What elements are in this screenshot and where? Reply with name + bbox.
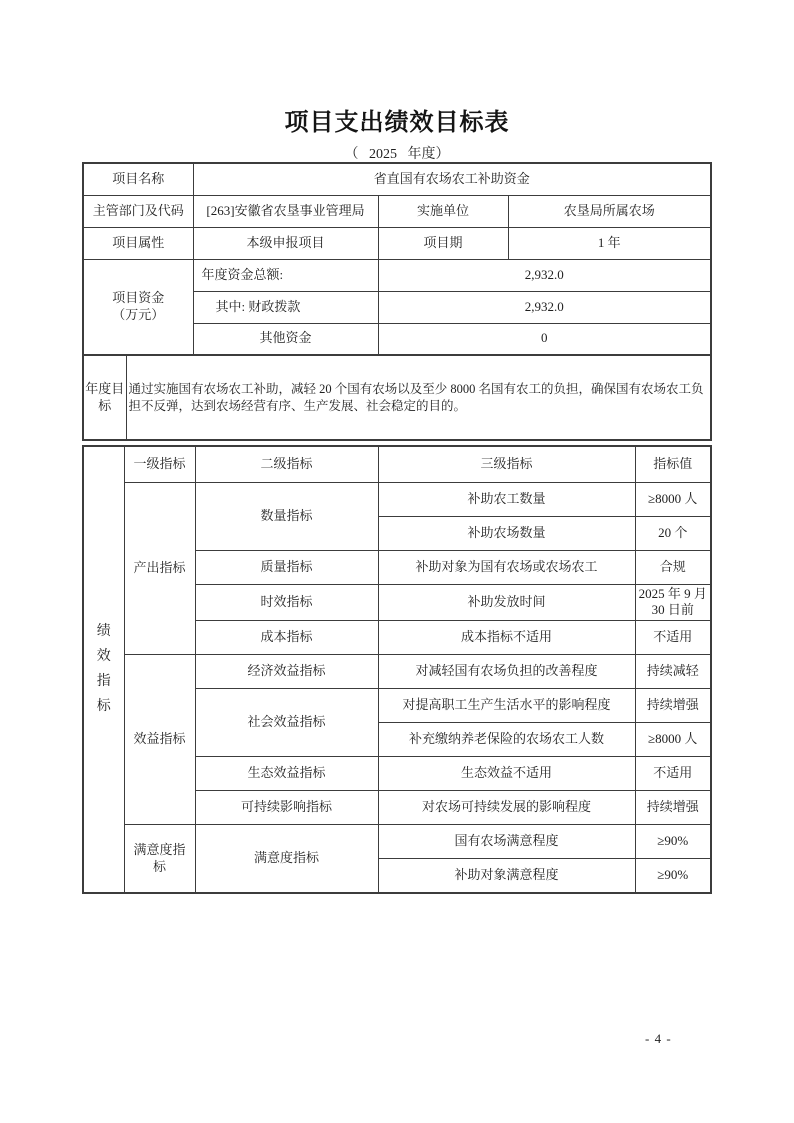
l3-cell: 国有农场满意程度 <box>378 825 635 859</box>
l3-cell: 补助农工数量 <box>378 482 635 516</box>
indicators-header-row <box>83 446 711 482</box>
l3-cell: 补助对象为国有农场或农场农工 <box>378 550 635 584</box>
attr-value-cell: 本级申报项目 <box>193 227 378 259</box>
value-cell: ≥90% <box>635 825 711 859</box>
row-funds-total <box>83 259 711 291</box>
impl-unit-label-cell: 实施单位 <box>378 195 508 227</box>
project-name-label-cell: 项目名称 <box>83 163 193 195</box>
side-label-cell <box>83 446 124 893</box>
header-value-cell: 指标值 <box>635 446 711 482</box>
level2-quantity-cell: 数量指标 <box>195 482 378 550</box>
page-subtitle: （ 2025 年度） <box>344 147 450 162</box>
value-cell: 合规 <box>635 550 711 584</box>
level1-benefit-cell: 效益指标 <box>124 655 195 825</box>
annual-goal-table <box>82 354 712 441</box>
project-name-value-cell: 省直国有农场农工补助资金 <box>193 163 711 195</box>
l3-cell: 补助对象满意程度 <box>378 859 635 893</box>
funds-fiscal-label-cell: 其中: 财政拨款 <box>193 291 378 323</box>
page-number: - 4 - <box>645 1031 672 1046</box>
basic-info-table <box>82 162 712 356</box>
l3-cell: 补助农场数量 <box>378 516 635 550</box>
attr-label-cell: 项目属性 <box>83 227 193 259</box>
value-cell: 2025 年 9 月 30 日前 <box>635 584 711 621</box>
page-title: 项目支出绩效目标表 <box>284 109 510 136</box>
l3-cell: 对提高职工生产生活水平的影响程度 <box>378 689 635 723</box>
annual-goal-text-cell: 通过实施国有农场农工补助，减轻 20 个国有农场以及至少 8000 名国有农工的负担，确保国有农场农工负担不反弹，达到农场经营有序、生产发展、社会稳定的目的。 <box>126 355 711 440</box>
tables-container <box>82 162 710 894</box>
header-level2-cell: 二级指标 <box>195 446 378 482</box>
funds-fiscal-value-cell: 2,932.0 <box>378 291 711 323</box>
l3-cell: 对农场可持续发展的影响程度 <box>378 791 635 825</box>
row-attribute <box>83 227 711 259</box>
level2-cost-cell: 成本指标 <box>195 621 378 655</box>
annual-goal-label-cell: 年度目标 <box>83 355 126 440</box>
value-cell: ≥8000 人 <box>635 482 711 516</box>
l3-cell: 补充缴纳养老保险的农场农工人数 <box>378 723 635 757</box>
value-cell: ≥90% <box>635 859 711 893</box>
impl-unit-value-cell: 农垦局所属农场 <box>508 195 711 227</box>
value-cell: 持续增强 <box>635 689 711 723</box>
value-cell: ≥8000 人 <box>635 723 711 757</box>
dept-value-cell: [263]安徽省农垦事业管理局 <box>193 195 378 227</box>
level2-ecological-cell: 生态效益指标 <box>195 757 378 791</box>
funds-label-line2: （万元） <box>112 306 165 322</box>
period-label-cell: 项目期 <box>378 227 508 259</box>
l3-cell: 对减轻国有农场负担的改善程度 <box>378 655 635 689</box>
value-cell: 20 个 <box>635 516 711 550</box>
indicators-table <box>82 445 712 894</box>
level1-output-cell: 产出指标 <box>124 482 195 655</box>
header-level1-cell: 一级指标 <box>124 446 195 482</box>
side-label-text: 绩效指标 <box>96 624 111 715</box>
l3-cell: 成本指标不适用 <box>378 621 635 655</box>
funds-total-value-cell: 2,932.0 <box>378 259 711 291</box>
header-level3-cell: 三级指标 <box>378 446 635 482</box>
level2-social-cell: 社会效益指标 <box>195 689 378 757</box>
l3-cell: 补助发放时间 <box>378 584 635 621</box>
funds-label-cell <box>83 259 193 355</box>
level2-sustainable-cell: 可持续影响指标 <box>195 791 378 825</box>
funds-other-value-cell: 0 <box>378 323 711 355</box>
level2-satisfaction-cell: 满意度指标 <box>195 825 378 893</box>
value-cell: 不适用 <box>635 757 711 791</box>
level2-timeliness-cell: 时效指标 <box>195 584 378 621</box>
level2-economic-cell: 经济效益指标 <box>195 655 378 689</box>
row-department <box>83 195 711 227</box>
value-cell: 持续减轻 <box>635 655 711 689</box>
period-value-cell: 1 年 <box>508 227 711 259</box>
funds-total-label-cell: 年度资金总额: <box>193 259 378 291</box>
l3-cell: 生态效益不适用 <box>378 757 635 791</box>
indicator-row <box>83 655 711 689</box>
row-annual-goal <box>83 355 711 440</box>
value-cell: 持续增强 <box>635 791 711 825</box>
indicator-row <box>83 482 711 516</box>
dept-label-cell: 主管部门及代码 <box>83 195 193 227</box>
indicator-row <box>83 825 711 859</box>
funds-label-line1: 项目资金 <box>112 289 165 305</box>
row-project-name <box>83 163 711 195</box>
level2-quality-cell: 质量指标 <box>195 550 378 584</box>
funds-other-label-cell: 其他资金 <box>193 323 378 355</box>
level1-satisfaction-cell: 满意度指标 <box>124 825 195 893</box>
value-cell: 不适用 <box>635 621 711 655</box>
